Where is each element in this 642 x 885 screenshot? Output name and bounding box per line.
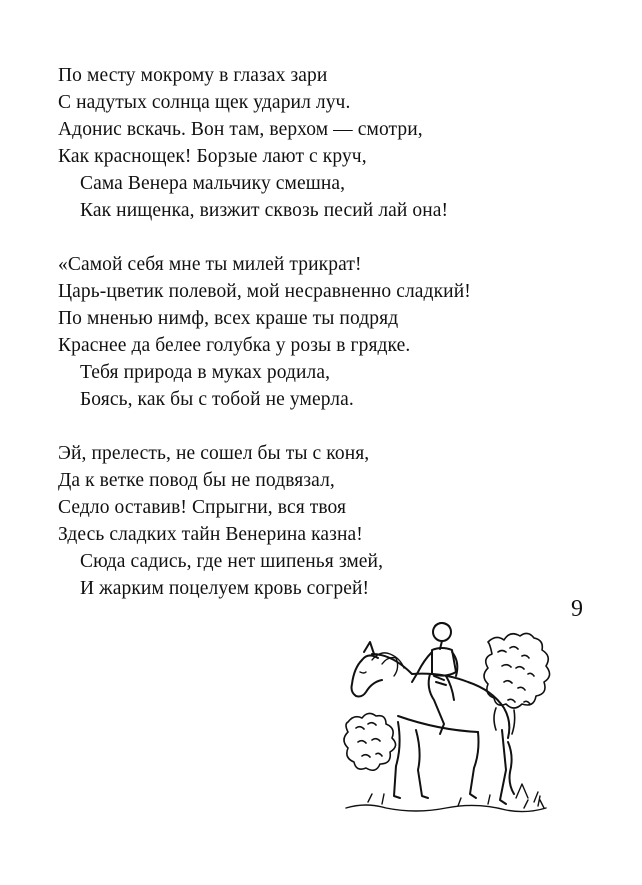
stanza-1 [58,62,578,224]
poem-line: Эй, прелесть, не сошел бы ты с коня, [58,443,370,464]
ground [346,784,546,812]
poem-line: «Самой себя мне ты милей трикрат! [58,254,362,275]
poem-line: И жарким поцелуем кровь согрей! [80,578,370,599]
foliage-top-right [484,633,550,734]
poem-line: Седло оставив! Спрыгни, вся твоя [58,497,347,518]
poem-line: Краснее да белее голубка у розы в грядке. [58,335,411,356]
poem-line: Как нищенка, визжит сквозь песий лай она! [80,200,449,221]
poem-line: Боясь, как бы с тобой не умерла. [80,389,354,410]
poem-line: Здесь сладких тайн Венерина казна! [58,524,363,545]
poem-line: Царь-цветик полевой, мой несравненно сладкий! [58,281,471,302]
poem-line: Как краснощек! Борзые лают с круч, [58,146,367,167]
rider [412,623,457,734]
poem-line: Сама Венера мальчику смешна, [80,173,346,194]
poem-line: По месту мокрому в глазах зари [58,65,328,86]
stanza-3 [58,440,578,602]
poem-line: Сюда садись, где нет шипенья змей, [80,551,384,572]
foliage-bottom-left [344,713,396,770]
poem [58,62,578,629]
page-number: 9 [571,596,583,622]
horse-rider-illustration-icon [338,612,562,832]
poem-line: Да к ветке повод бы не подвязал, [58,470,335,491]
poem-line: Адонис вскачь. Вон там, верхом — смотри, [58,119,423,140]
stanza-2 [58,251,578,413]
poem-line: Тебя природа в муках родила, [80,362,331,383]
poem-line: С надутых солнца щек ударил луч. [58,92,351,113]
poem-line: По мненью нимф, всех краше ты подряд [58,308,399,329]
